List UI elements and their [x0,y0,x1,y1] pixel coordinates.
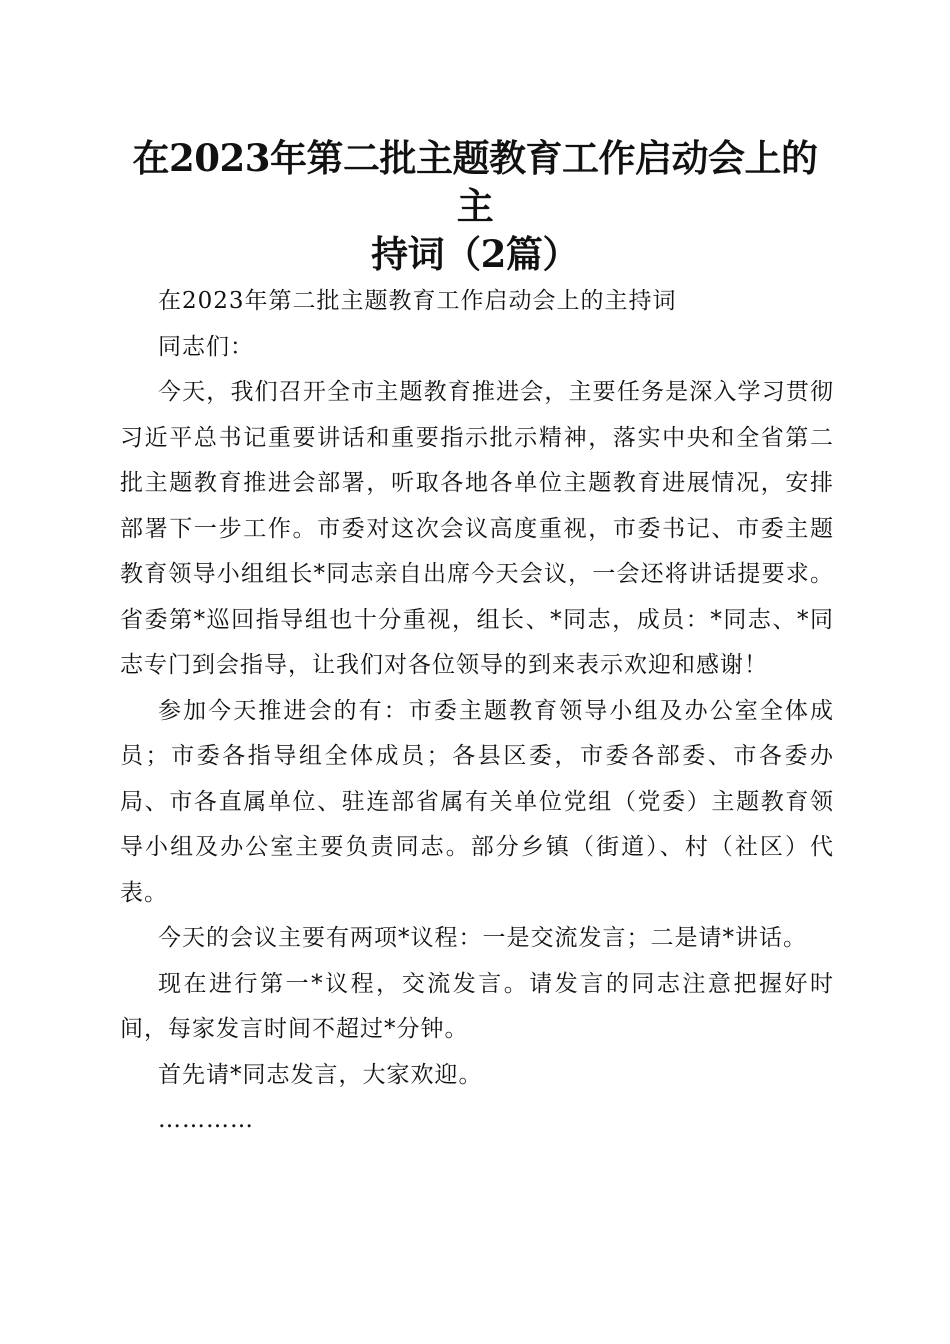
paragraph-opening: 今天，我们召开全市主题教育推进会，主要任务是深入学习贯彻习近平总书记重要讲话和重要指示批示精神，落实中央和全省第二批主题教育推进会部署，听取各地各单位主题教育进展情况，安排部署下一步工作。市委对这次会议高度重视，市委书记、市委主题教育领导小组组长*同志亲自出席今天会议，一会还将讲话提要求。省委第*巡回指导组也十分重视，组长、*同志，成员：*同志、*同志专门到会指导，让我们对各位领导的到来表示欢迎和感谢！ [120,379,834,678]
paragraph-agenda: 今天的会议主要有两项*议程：一是交流发言；二是请*讲话。 [158,925,807,951]
document-subtitle: 在2023年第二批主题教育工作启动会上的主持词 [158,288,677,314]
title-line-2: 持词（2篇） [371,232,579,276]
document-title [118,134,832,278]
salutation: 同志们： [158,333,254,360]
ellipsis: ………… [158,1107,254,1133]
paragraph-attendees: 参加今天推进会的有：市委主题教育领导小组及办公室全体成员；市委各指导组全体成员；各县区委，市委各部委、市各委办局、市各直属单位、驻连部省属有关单位党组（党委）主题教育领导小组及办公室主要负责同志。部分乡镇（街道）、村（社区）代表。 [120,697,834,906]
title-line-1: 在2023年第二批主题教育工作启动会上的主 [132,136,818,228]
paragraph-first-speaker: 首先请*同志发言，大家欢迎。 [158,1061,483,1088]
document-body [120,279,834,1144]
paragraph-first-item: 现在进行第一*议程，交流发言。请发言的同志注意把握好时间，每家发言时间不超过*分钟。 [120,970,834,1042]
